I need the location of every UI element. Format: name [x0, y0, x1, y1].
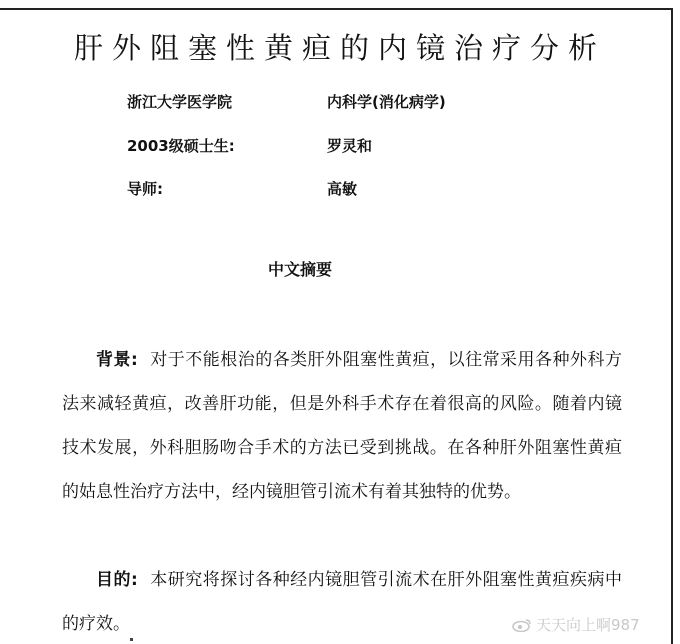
- background-text: 对于不能根治的各类肝外阻塞性黄疸，以往常采用各种外科方法来减轻黄疸，改善肝功能，但是外科手术存在着很高的风险。随着内镜技术发展，外科胆肠吻合手术的方法已受到挑战。在各种肝外阻塞性黄疸的姑息性治疗方法中，经内镜胆管引流术有着其独特的优势。: [62, 350, 622, 502]
- background-paragraph: [62, 338, 622, 514]
- advisor-value: 高敏: [327, 180, 358, 198]
- abstract-heading: 中文摘要: [267, 260, 332, 279]
- institution-label: 浙江大学医学院: [127, 93, 233, 111]
- page-border-top: [0, 8, 672, 10]
- institution-value: 内科学(消化病学): [327, 93, 446, 111]
- scan-speck: [130, 638, 133, 641]
- student-value: 罗灵和: [327, 137, 373, 155]
- student-label: 2003级硕士生:: [127, 137, 235, 155]
- background-label: 背景:: [96, 350, 138, 370]
- watermark-text: 天天向上啊987: [536, 616, 640, 634]
- advisor-label: 导师:: [127, 180, 163, 198]
- objective-label: 目的:: [96, 570, 138, 590]
- page-border-right: [671, 8, 673, 644]
- objective-text: 本研究将探讨各种经内镜胆管引流术在肝外阻塞性黄疸疾病中的疗效。: [62, 570, 622, 634]
- watermark: [512, 614, 640, 635]
- document-title: 肝外阻塞性黄疸的内镜治疗分析: [73, 31, 606, 65]
- weibo-icon: [512, 618, 532, 632]
